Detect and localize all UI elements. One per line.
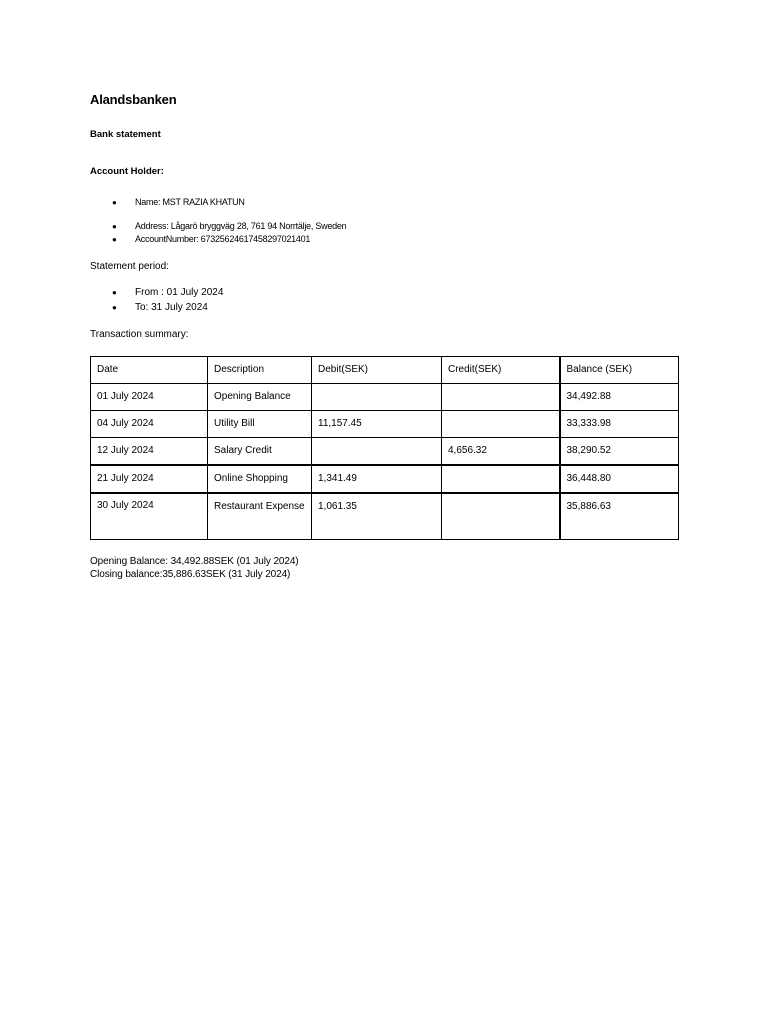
transaction-summary-heading: Transaction summary:: [90, 329, 189, 340]
account-holder-heading: Account Holder:: [90, 166, 164, 177]
bank-name: Alandsbanken: [90, 92, 177, 107]
cell-balance: 36,448.80: [560, 465, 679, 493]
period-from: From : 01 July 2024: [135, 287, 224, 298]
cell-balance: 35,886.63: [560, 493, 679, 540]
cell-credit: [442, 465, 560, 493]
cell-description: Salary Credit: [208, 438, 312, 466]
statement-period-heading: Statement period:: [90, 261, 169, 272]
cell-date: 12 July 2024: [91, 438, 208, 466]
bullet-icon: ●: [112, 235, 117, 244]
bullet-icon: ●: [112, 303, 117, 312]
cell-credit: [442, 384, 560, 411]
list-item: [112, 221, 346, 231]
cell-description: Restaurant Expense: [208, 493, 312, 540]
cell-description: Utility Bill: [208, 411, 312, 438]
cell-balance: 38,290.52: [560, 438, 679, 466]
cell-debit: [312, 384, 442, 411]
cell-date: 30 July 2024: [91, 493, 208, 540]
cell-date: 04 July 2024: [91, 411, 208, 438]
bullet-icon: ●: [112, 222, 117, 231]
table-row: [91, 493, 679, 540]
bullet-icon: ●: [112, 288, 117, 297]
transaction-table: [90, 356, 679, 540]
period-to: To: 31 July 2024: [135, 302, 208, 313]
table-row: [91, 384, 679, 411]
column-header-description: Description: [208, 357, 312, 384]
cell-description: Opening Balance: [208, 384, 312, 411]
cell-debit: 1,061.35: [312, 493, 442, 540]
table-row: [91, 411, 679, 438]
cell-debit: 1,341.49: [312, 465, 442, 493]
cell-credit: [442, 493, 560, 540]
opening-balance-summary: Opening Balance: 34,492.88SEK (01 July 2024): [90, 556, 299, 567]
cell-credit: 4,656.32: [442, 438, 560, 466]
list-item: [112, 234, 310, 244]
table-row: [91, 465, 679, 493]
closing-balance-summary: Closing balance:35,886.63SEK (31 July 2024): [90, 569, 291, 580]
table-header-row: [91, 357, 679, 384]
column-header-credit: Credit(SEK): [442, 357, 560, 384]
holder-name: Name: MST RAZIA KHATUN: [135, 197, 245, 207]
holder-account-number: AccountNumber: 67325624617458297021401: [135, 234, 311, 244]
cell-debit: [312, 438, 442, 466]
cell-debit: 11,157.45: [312, 411, 442, 438]
cell-balance: 34,492.88: [560, 384, 679, 411]
holder-address: Address: Lågarö bryggväg 28, 761 94 Norrtälje, Sweden: [135, 221, 347, 231]
table-row: [91, 438, 679, 466]
bullet-icon: ●: [112, 198, 117, 207]
cell-description: Online Shopping: [208, 465, 312, 493]
period-to-item: [112, 302, 208, 313]
cell-balance: 33,333.98: [560, 411, 679, 438]
column-header-date: Date: [91, 357, 208, 384]
cell-date: 21 July 2024: [91, 465, 208, 493]
column-header-debit: Debit(SEK): [312, 357, 442, 384]
cell-credit: [442, 411, 560, 438]
document-type: Bank statement: [90, 129, 161, 140]
cell-date: 01 July 2024: [91, 384, 208, 411]
period-from-item: [112, 287, 223, 298]
column-header-balance: Balance (SEK): [560, 357, 679, 384]
list-item: [112, 197, 245, 207]
